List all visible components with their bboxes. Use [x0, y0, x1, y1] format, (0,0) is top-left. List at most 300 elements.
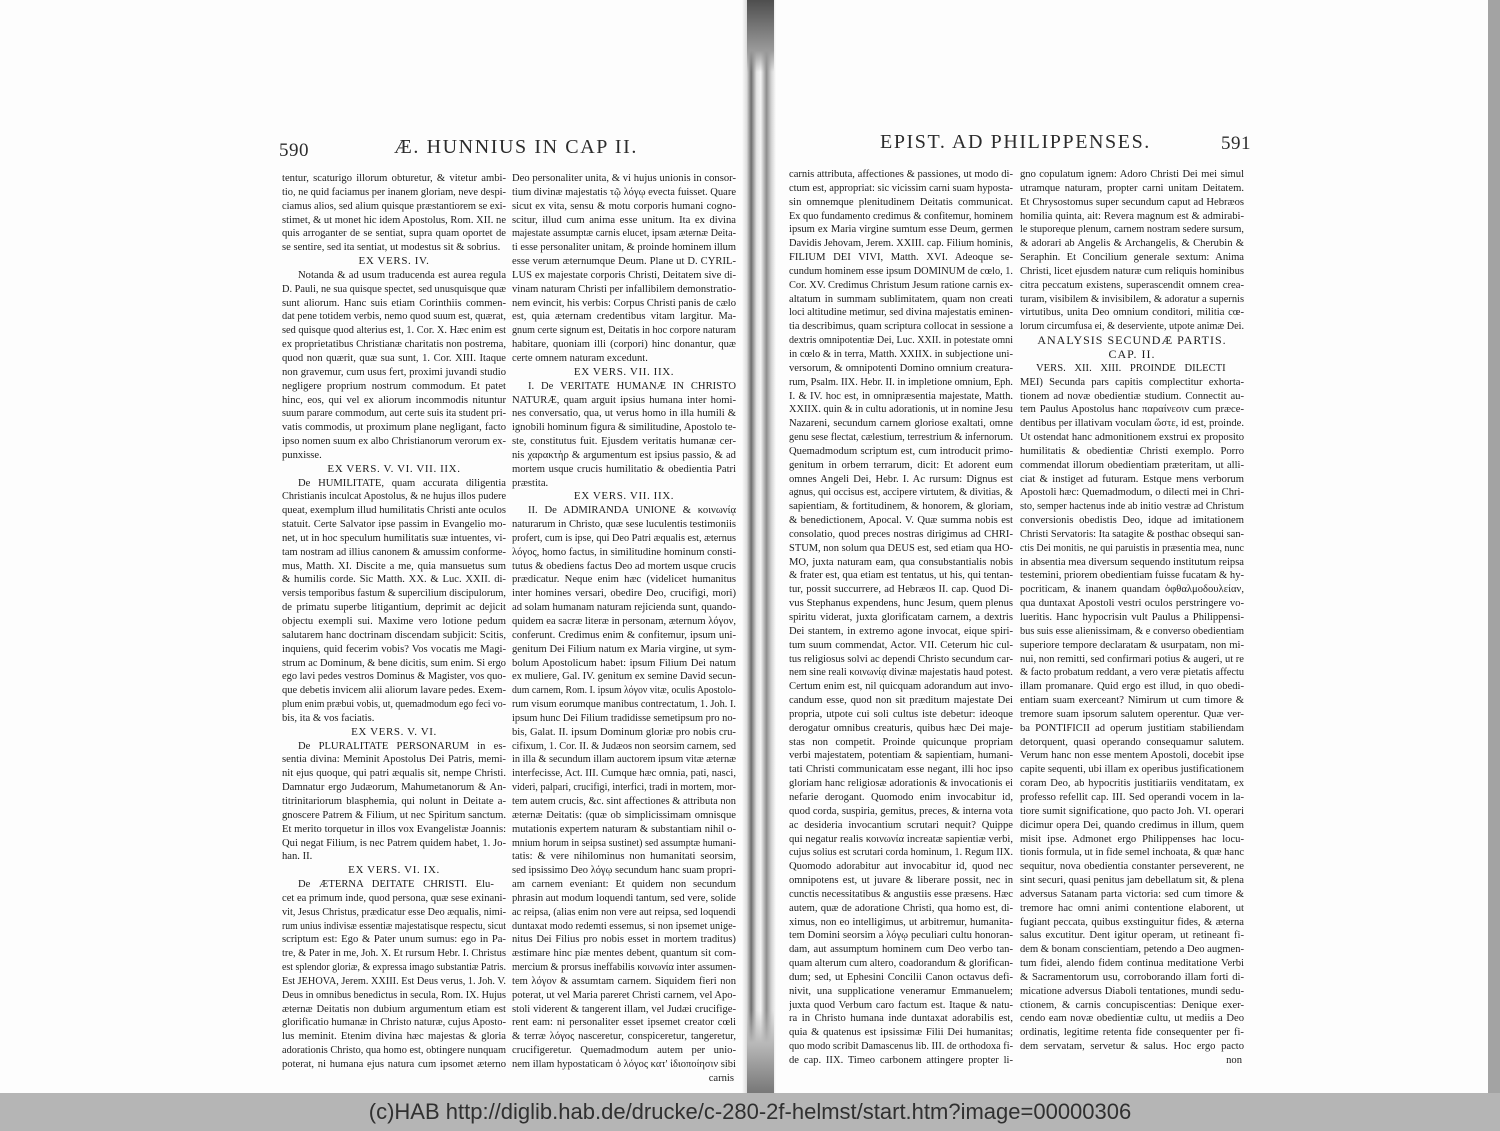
- text-line-content: Quemadmodum scriptum est, cum introducit primo-: [789, 445, 1013, 457]
- text-line: [1020, 168, 1244, 182]
- text-line-content: propria, utpote cui soli cultus iste debetur: ideoque: [789, 708, 1013, 720]
- text-line-content: ipsum ex Maria virgine sumtum esse Deum, germen: [789, 224, 1013, 236]
- section-heading: EX VERS. V. VI. VII. IIX.: [327, 462, 461, 475]
- part-title: CAP. II.: [1108, 346, 1156, 361]
- text-line-content: æternæ Deitatis: (quæ ob simplicissimam omnisque: [512, 809, 736, 821]
- text-line: [282, 186, 506, 200]
- text-line: [1020, 694, 1244, 708]
- text-line-content: suum parare commodum, aut certe suis ita student pri-: [282, 408, 506, 420]
- text-line-content: lorum circumfusa ei, & deserviente, utpote animæ Dei.: [1020, 321, 1244, 333]
- text-line-content: cujus solius est scrutari corda hominum, 1. Regum IIX.: [789, 847, 1013, 859]
- text-line: [512, 906, 736, 920]
- text-line-content: I. & IV. hoc est, in omnipræsentia majestate, Matth.: [789, 390, 1013, 402]
- text-line-content: tur, possit succurrere, ad Hebræos II. cap. Quod Di-: [789, 584, 1013, 596]
- text-line: [789, 196, 1013, 210]
- text-line-content: Damnatur ergo Judæorum, Mahumetanorum & An-: [282, 782, 506, 794]
- text-line: [512, 767, 736, 781]
- text-line: [1020, 279, 1244, 293]
- text-line-content: strum ac Dominum, & bene dicitis, sum enim. Si ergo: [282, 657, 506, 669]
- text-line: [789, 597, 1013, 611]
- text-line: [1020, 819, 1244, 833]
- left-page-column-2: [512, 172, 736, 1093]
- text-line-content: tiore sumit significatione, quo pacto Joh. VI. operari: [1020, 805, 1244, 817]
- text-line: [282, 366, 506, 380]
- text-line: [512, 283, 736, 297]
- text-line-content: vit, Jesus Christus, prædicatur esse Deo æqualis, nimi-: [282, 906, 506, 918]
- text-line: [282, 781, 506, 795]
- section-heading: EX VERS. VII. IIX.: [573, 365, 675, 378]
- text-line-content: videri, palpari, crucifigi, interfici, tradi in mortem, mor-: [512, 782, 736, 794]
- copyright-footer: (c)HAB http://diglib.hab.de/drucke/c-280-2f-helmst/start.htm?image=00000306: [0, 1093, 1500, 1131]
- text-line-content: sapientiam, & fortitudinem, & honorem, & gloriam,: [789, 501, 1013, 513]
- text-line-content: I. De VERITATE HUMANÆ IN CHRISTO: [528, 380, 736, 392]
- text-line-content: versorum, & omnipotenti Domino omnium creatura-: [789, 362, 1013, 374]
- text-line: [282, 283, 506, 297]
- text-line-content: rum unius indivisæ essentiæ majestatisque respectu, sicut: [282, 920, 506, 932]
- text-line: [512, 297, 736, 311]
- text-line-content: tatis: & vere nihilominus non humanitati seorsim,: [512, 851, 736, 863]
- text-line: [282, 767, 506, 781]
- text-line: [282, 753, 506, 767]
- text-line: [512, 601, 736, 615]
- text-line-content: tio, ne quid faciamus per inanem gloriam, neve despi-: [282, 186, 506, 198]
- text-line: [282, 532, 506, 546]
- text-line: [1020, 846, 1244, 860]
- text-line: [512, 823, 736, 837]
- text-line: [1020, 625, 1244, 639]
- text-line-content: cet ea primum inde, quod persona, quæ sese exinani-: [282, 892, 506, 904]
- text-line-content: rent eam: ni personaliter esset ipsemet creator cœli: [512, 1017, 736, 1029]
- text-line: [1020, 196, 1244, 210]
- text-line-content: nis χαρακτὴρ & argumentum est ipsius passio, & ad: [512, 449, 736, 461]
- text-line: [512, 670, 736, 684]
- text-line-content: homilia quinta, ait: Revera magnum est & admirabi-: [1020, 210, 1244, 222]
- text-line-content: tentur, scaturigo illorum obturetur, & vitetur ambi-: [282, 173, 506, 184]
- text-line-content: ego lavi pedes vestros Dominus & Magister, vos quo-: [282, 671, 506, 683]
- text-line: [789, 403, 1013, 417]
- text-line-content: nui, non remitti, sed confirmari potius & augeri, ut re: [1020, 653, 1244, 665]
- text-line-content: XXIIX. quin & in cultu adorationis, ut in nomine Jesu: [789, 404, 1013, 416]
- text-line: [1020, 777, 1244, 791]
- text-line: [282, 297, 506, 311]
- text-line: [282, 947, 506, 961]
- text-line: [512, 850, 736, 864]
- text-line-content: qua duntaxat Apostoli vestri oculos perstringere vo-: [1020, 598, 1244, 610]
- text-line-content: D. Pauli, ne sua quisque spectet, sed unusquisque quæ: [282, 283, 506, 295]
- text-line-content: bus suis esse alienissimam, & e converso obedientiam: [1020, 625, 1244, 637]
- text-line-content: ignobili hominum figura & similitudine, Apostolo te-: [512, 422, 736, 434]
- text-line: [1020, 1040, 1244, 1054]
- text-line-content: ctionem, & carnis concupiscentias: Denique exer-: [1020, 999, 1244, 1011]
- text-line-content: gno copulatum ignem: Adoro Christi Dei mei simul: [1020, 169, 1244, 180]
- text-line-content: FILIUM DEI VIVI, Matth. XVI. Adeoque se-: [789, 252, 1013, 264]
- text-line-content: quod non quærit, quæ sua sunt, 1. Cor. XIII. Itaque: [282, 352, 506, 364]
- text-line-content: vus Stephanus expendens, hunc Jesum, quem plenus: [789, 598, 1013, 610]
- text-line: [789, 486, 1013, 500]
- text-line: [512, 560, 736, 574]
- text-line-content: stas non competit. Proinde quicunque propriam: [789, 736, 1013, 748]
- text-line-content: certe omnem naturam excedunt.: [512, 352, 648, 364]
- text-line: [789, 210, 1013, 224]
- text-line-content: cendo eam novæ obedientiæ cultu, ut mediis a Deo: [1020, 1013, 1244, 1025]
- text-line: [512, 1016, 736, 1030]
- text-line: [512, 892, 736, 906]
- text-line: [512, 726, 736, 740]
- catchword: carnis: [708, 1072, 734, 1084]
- text-line: [282, 601, 506, 615]
- text-line: [282, 435, 506, 449]
- text-line-content: de cap. IIX. Timeo carbonem attingere propter li-: [789, 1055, 1013, 1066]
- text-line-content: dum carnem, Rom. I. ipsum λόγον vitæ, oculis Apostolo-: [512, 685, 736, 697]
- text-line-content: quo modo scribit Damascenus lib. III. de orthodoxa fi-: [789, 1041, 1013, 1053]
- text-line-content: humilitatis & obedientiæ Christi exemplo. Porro: [1020, 445, 1244, 457]
- text-line-content: & humilis corde. Sic Matth. XX. & Luc. XXII. di-: [282, 574, 506, 586]
- text-line: [1020, 833, 1244, 847]
- text-line-content: juxta quod Verbum caro factum est. Itaque & natu-: [789, 999, 1013, 1011]
- text-line: [282, 324, 506, 338]
- text-line: [1020, 929, 1244, 943]
- text-line-content: derogatur omnibus creaturis, quibus hæc Dei maje-: [789, 722, 1013, 734]
- text-line: [512, 186, 736, 200]
- text-line: [1020, 237, 1244, 251]
- text-line: [1020, 971, 1244, 985]
- text-line: [512, 573, 736, 587]
- text-line: [1020, 999, 1244, 1013]
- text-line-content: ra in Christo humana inde duntaxat adorabilis est,: [789, 1013, 1013, 1025]
- text-line: [789, 223, 1013, 237]
- text-line: [789, 583, 1013, 597]
- text-line: [789, 1012, 1013, 1026]
- text-line-content: sequitur, nova obedientia constanter perseverent, ne: [1020, 861, 1244, 873]
- text-line: [1020, 736, 1244, 750]
- text-line-content: nit ejus quoque, qui patri æqualis sit, nempe Christi.: [282, 768, 506, 780]
- text-line: [1020, 985, 1244, 999]
- text-line-content: quis arroganter de se sentiat, supra quam oportet de: [282, 228, 506, 240]
- text-line: [512, 1044, 736, 1058]
- text-line: [789, 791, 1013, 805]
- text-line: [1020, 722, 1244, 736]
- text-line: [282, 560, 506, 574]
- text-line: [282, 906, 506, 920]
- left-running-head: Æ. HUNNIUS IN CAP II.: [394, 136, 638, 158]
- text-line-content: ex proprietatibus Christianæ charitatis non postrema,: [282, 339, 506, 351]
- text-line: [512, 338, 736, 352]
- text-line: [512, 407, 736, 421]
- text-line-content: II. De ADMIRANDA UNIONE & κοινωνίᾳ: [528, 505, 736, 517]
- text-line-content: bolum Apostolicum habet: ipsum Filium Dei natum: [512, 657, 736, 669]
- text-line-content: Certum enim est, nil quicquam adorandum aut invo-: [789, 681, 1013, 693]
- text-line-content: ordinatis, legitime retenta fide consequenter per fi-: [1020, 1027, 1244, 1039]
- text-line-content: omnipotens est, ut juvare & liberare possit, nec in: [789, 875, 1013, 887]
- text-line-content: tionis formula, ut in fide semel inchoata, & quæ hanc: [1020, 847, 1244, 859]
- text-line: [512, 781, 736, 795]
- text-line: [282, 657, 506, 671]
- page-edge-shadow: [1488, 0, 1500, 1093]
- text-line: [1020, 680, 1244, 694]
- spine-bottom-shadow: [747, 1010, 774, 1093]
- text-line: [512, 477, 736, 491]
- text-line-content: ad solam humanam naturam rejicienda sunt, quando-: [512, 602, 736, 614]
- text-line: [1020, 417, 1244, 431]
- text-line: [282, 920, 506, 934]
- text-line-content: virtutibus, unita Deo omnium conditori, militia cœ-: [1020, 307, 1244, 319]
- text-line-content: dentibus per illativam voculam ὥστε, id est, proinde.: [1020, 418, 1244, 430]
- text-line-content: gnoscere Patrem & Filium, ut nec Spiritum sanctum.: [282, 809, 506, 821]
- text-line-content: Ut ostendat hanc admonitionem exstrui ex proposito: [1020, 432, 1244, 444]
- text-line: [282, 933, 506, 947]
- text-line: [789, 736, 1013, 750]
- text-line-content: prædicatur. Neque enim hæc (videlicet humanitus: [512, 574, 736, 586]
- text-line: [512, 643, 736, 657]
- text-line: [282, 629, 506, 643]
- text-line-content: detorquent, quasi operando consequamur salutem.: [1020, 736, 1244, 748]
- text-line: [1020, 182, 1244, 196]
- text-line-content: Apostoli hæc: Quemadmodum, o dilecti mei in Chri-: [1020, 487, 1244, 499]
- text-line: [512, 463, 736, 477]
- text-line-content: sentia divina: Meminit Apostolus Dei Patris, memi-: [282, 754, 506, 766]
- text-line-content: ipsum hunc Dei Filium tradidisse semetipsum pro no-: [512, 712, 736, 724]
- text-line-content: VERS. XII. XIII. PROINDE DILECTI: [1036, 362, 1226, 374]
- text-line: [512, 504, 736, 518]
- text-line: [282, 740, 506, 754]
- text-line: [512, 698, 736, 712]
- text-line-content: ac desideria invocantium scrutari nequit? Quippe: [789, 819, 1013, 831]
- text-line: [282, 684, 506, 698]
- text-line: [512, 269, 736, 283]
- text-line-content: dum; sed, ut Ephesini Concilii Canon octavus defi-: [789, 971, 1013, 983]
- text-line-content: Nazareni, secundum carnem gloriose exaltati, omne: [789, 418, 1013, 430]
- text-line: [512, 214, 736, 228]
- text-line: [1020, 1012, 1244, 1026]
- text-line-content: mutationis expertem naturam & substantiam nihil o-: [512, 823, 736, 835]
- text-line: [789, 722, 1013, 736]
- text-line: [1020, 528, 1244, 542]
- text-line: [1020, 431, 1244, 445]
- text-line: [789, 625, 1013, 639]
- text-line: [1020, 902, 1244, 916]
- text-line: [789, 251, 1013, 265]
- text-line: [789, 500, 1013, 514]
- text-line: [789, 182, 1013, 196]
- section-heading: EX VERS. V. VI.: [351, 725, 437, 738]
- text-line: [1020, 874, 1244, 888]
- text-line: [282, 809, 506, 823]
- text-line-content: adorationis Christo, qua homo est, obtingere nunquam: [282, 1045, 506, 1057]
- text-line-content: sto, semper hactenus inde ab initio vestræ ad Christum: [1020, 501, 1244, 513]
- text-line: [282, 449, 506, 463]
- text-line: [512, 449, 736, 463]
- text-line-content: tus religiosus solvi ac dependi Christo secundum car-: [789, 653, 1013, 665]
- text-line-content: omnes Angeli Dei, Hebr. I. Ac rursum: Dignus est: [789, 473, 1013, 485]
- text-line-content: sin omnemque plenitudinem Deitatis communicat.: [789, 196, 1013, 208]
- text-line-content: mercium & prorsus ineffabilis κοινωνία inter assumen-: [512, 962, 736, 974]
- text-line-content: tum suum commendat, Actor. VII. Ceterum hic cul-: [789, 639, 1013, 651]
- text-line: [789, 279, 1013, 293]
- text-line: [789, 1026, 1013, 1040]
- text-line: [1020, 888, 1244, 902]
- text-line-content: majestate assumptæ carnis elucet, ipsam æternæ Deita-: [512, 228, 736, 240]
- text-line-content: De ÆTERNA DEITATE CHRISTI. Elu-: [298, 879, 494, 891]
- text-line-content: tem Paulus Apostolus hanc παραίνεσιν cum præce-: [1020, 404, 1244, 416]
- text-line: [282, 892, 506, 906]
- text-line: [512, 352, 736, 366]
- text-line: [789, 1040, 1013, 1054]
- text-line-content: Et Chrysostomus super secundum caput ad Hebræos: [1020, 196, 1244, 208]
- text-line: [282, 878, 506, 892]
- text-line: [512, 435, 736, 449]
- text-line: [1020, 666, 1244, 680]
- text-line-content: tremore suam ipsorum salutem operentur. Quæ ver-: [1020, 708, 1244, 720]
- right-page-column-1: [789, 168, 1013, 1093]
- text-line: [512, 933, 736, 947]
- text-line-content: qui negatur realis κοινωνία increatæ sapientiæ verbi,: [789, 833, 1013, 845]
- text-line: [512, 241, 736, 255]
- text-line: [282, 615, 506, 629]
- text-line-content: utramque naturam, propter carni unitam Deitatem.: [1020, 182, 1244, 194]
- text-line: [512, 394, 736, 408]
- text-line: [282, 587, 506, 601]
- text-line: [1020, 583, 1244, 597]
- text-line-content: Notanda & ad usum traducenda est aurea regula: [298, 269, 506, 281]
- text-line-content: Christi Servatoris: Ita satagite & posthac obsequi san-: [1020, 528, 1244, 540]
- text-line-content: tem autem crucis, &c. sint affectiones & attributa non: [512, 795, 736, 807]
- text-line: [282, 989, 506, 1003]
- text-line: [789, 888, 1013, 902]
- text-line: [1020, 362, 1244, 376]
- text-line: [282, 227, 506, 241]
- text-line: [512, 684, 736, 698]
- text-line-content: non gravemur, cum usus fert, proximi juvandi studio: [282, 366, 506, 378]
- text-line: [282, 407, 506, 421]
- text-line-content: tati Christi communicatam esse negant, illi hoc ipso: [789, 764, 1013, 776]
- text-line-content: tionem ad novæ obedientiæ studium. Connectit au-: [1020, 390, 1244, 402]
- text-line-content: carnis attributa, affectiones & passiones, ut modo di-: [789, 169, 1013, 180]
- text-line-content: ciamus alios, sed alium quisque præstantiorem se exi-: [282, 200, 506, 212]
- text-line: [789, 902, 1013, 916]
- text-line-content: sed ipsissimo Deo λόγῳ secundum hanc suam propri-: [512, 865, 736, 877]
- text-line-content: Quomodo adorabitur aut invocabitur id, quod nec: [789, 861, 1013, 873]
- text-line: [789, 666, 1013, 680]
- text-line-content: STUM, non solum qua DEUS est, sed etiam qua HO-: [789, 542, 1013, 554]
- text-line: [1020, 542, 1244, 556]
- text-line: [512, 324, 736, 338]
- text-line-content: & benedictionem, Apocal. V. Quæ summa nobis est: [789, 515, 1013, 527]
- text-line: [512, 518, 736, 532]
- text-line-content: Ex quo fundamento credimus & confitemur, hominem: [789, 210, 1013, 222]
- text-line: [282, 310, 506, 324]
- text-line-content: poterat, ni humana ejus natura cum ipsomet æterno: [282, 1059, 506, 1070]
- text-line-content: in illa & secundum illam auctorem ipsum vitæ æternæ: [512, 754, 736, 766]
- text-line-content: illam promanare. Quid ergo est illud, in quo obedi-: [1020, 681, 1244, 693]
- text-line: [789, 556, 1013, 570]
- text-line: [789, 611, 1013, 625]
- text-line-content: Deo personaliter unita, & vi hujus unionis in consor-: [512, 173, 736, 184]
- text-line: [512, 989, 736, 1003]
- text-line: [512, 421, 736, 435]
- text-line: [512, 227, 736, 241]
- text-line: [789, 777, 1013, 791]
- text-line-content: hinc, eos, qui vel ex aliorum incommodis nituntur: [282, 394, 506, 406]
- text-line: [282, 421, 506, 435]
- text-line: [1020, 486, 1244, 500]
- text-line-content: in absentia mea diversum sequendo institutum reipsa: [1020, 556, 1244, 568]
- text-line: [282, 518, 506, 532]
- text-line: [282, 269, 506, 283]
- text-line: [512, 532, 736, 546]
- text-line-content: sicut ex vita, sensu & motu corporis humani cogno-: [512, 200, 736, 212]
- text-line: [282, 670, 506, 684]
- text-line: [282, 975, 506, 989]
- text-line-content: statuit. Certe Salvator ipse passim in Evangelio mo-: [282, 519, 506, 531]
- text-line: [789, 528, 1013, 542]
- text-line: [789, 999, 1013, 1013]
- text-line: [1020, 445, 1244, 459]
- text-line: [789, 639, 1013, 653]
- text-line: [1020, 459, 1244, 473]
- text-line: [789, 763, 1013, 777]
- text-line: [1020, 223, 1244, 237]
- text-line-content: æternæ Deitatis non dubium argumentum etiam est: [282, 1003, 506, 1015]
- text-line: [1020, 860, 1244, 874]
- text-line-content: genu sese flectat, cælestium, terrestrium & infernorum.: [789, 432, 1013, 444]
- right-running-head: EPIST. AD PHILIPPENSES.: [880, 131, 1151, 153]
- text-line: [1020, 473, 1244, 487]
- text-line-content: fugiant peccata, quibus exstinguitur fides, & æterna: [1020, 916, 1244, 928]
- text-line-content: ctis Dei monitis, ne qui paruistis in præsentia mea, nunc: [1020, 542, 1244, 554]
- section-heading: EX VERS. VII. IIX.: [573, 490, 675, 503]
- text-line-content: dat pene totidem verbis, nemo quod suum est, quærat,: [282, 311, 506, 323]
- text-line-content: tia describimus, quam scriptura collocat in sessione a: [789, 321, 1013, 333]
- text-line-content: poterat, ut vel Maria pareret Christi carnem, vel Apo-: [512, 989, 736, 1001]
- text-line-content: sunt aliorum. Hanc suis etiam Corinthiis commen-: [282, 297, 506, 309]
- text-line: [282, 380, 506, 394]
- text-line: [512, 546, 736, 560]
- text-line: [789, 569, 1013, 583]
- text-line-content: & Sacramentorum usu, corroborando illam forti di-: [1020, 971, 1244, 983]
- text-line: [282, 850, 506, 864]
- text-line: [512, 809, 736, 823]
- text-line: [1020, 306, 1244, 320]
- left-page-number: 590: [279, 140, 309, 161]
- text-line-content: turam, visibilem & invisibilem, & adoratur a supernis: [1020, 293, 1244, 305]
- text-line-content: phrasin aut modum loquendi tantum, sed vere, solide: [512, 892, 736, 904]
- text-line: [282, 643, 506, 657]
- text-line: [282, 1044, 506, 1058]
- text-line-content: cundum hominem esse ipsum DOMINUM de cœlo, 1.: [789, 265, 1013, 277]
- text-line-content: est, quia æternam credentibus vitam largitur. Ma-: [512, 311, 736, 323]
- text-line-content: λόγος, homo factus, in similitudine hominum consti-: [512, 546, 736, 558]
- text-line-content: tum fidei, alendo fidem continua meditatione Verbi: [1020, 958, 1244, 970]
- text-line-content: am carnem eveniant: Et quidem non secundum: [512, 879, 736, 891]
- text-line: [789, 916, 1013, 930]
- text-line-content: glorificatio humanæ in Christo naturæ, cujus Aposto-: [282, 1017, 506, 1029]
- text-line: [512, 795, 736, 809]
- text-line-content: tre, & Pater in me, Joh. X. Et rursum Hebr. I. Christus: [282, 948, 506, 960]
- text-line-content: Verum hanc non esse mentem Apostoli, docebit ipse: [1020, 750, 1244, 762]
- text-line-content: scitur, illud cum anima esse unitum. Ita ex divina: [512, 214, 736, 226]
- text-line-content: scriptum est: Ego & Pater unum sumus: ego in Pa-: [282, 934, 506, 946]
- text-line-content: quidem ea sacræ literæ in personam, æternum λόγον,: [512, 616, 736, 627]
- text-line: [1020, 569, 1244, 583]
- text-line: [512, 200, 736, 214]
- text-line: [282, 504, 506, 518]
- text-line-content: ciat & instiget ad futuram. Estque mens verborum: [1020, 473, 1244, 485]
- text-line: [512, 1003, 736, 1017]
- text-line: [1020, 390, 1244, 404]
- text-line: [512, 587, 736, 601]
- text-line: [512, 837, 736, 851]
- text-line-content: inquiens, quid fecerim vobis? Vos vocatis me Magi-: [282, 643, 506, 655]
